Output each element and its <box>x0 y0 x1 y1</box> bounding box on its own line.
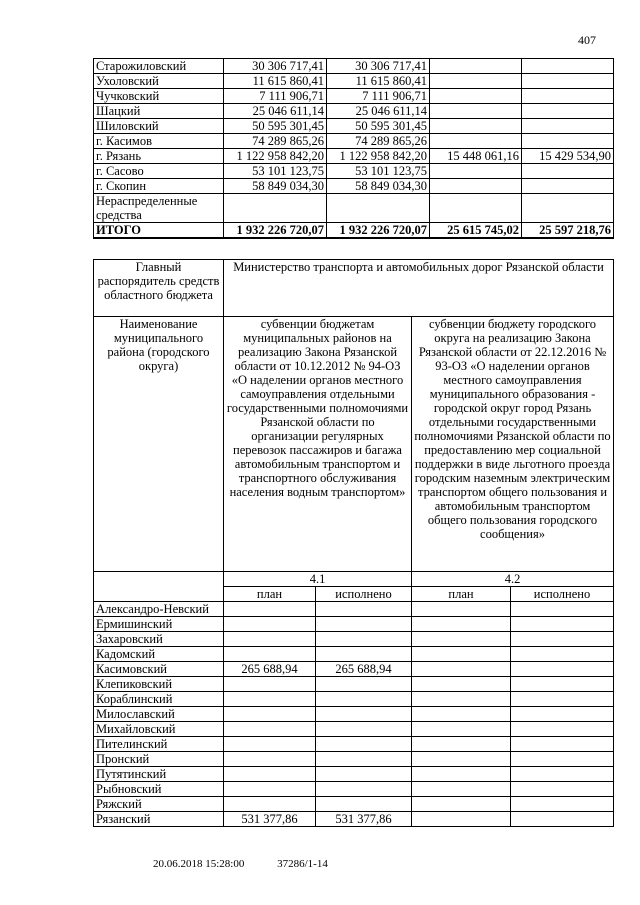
amount-cell <box>430 89 522 104</box>
amount-cell <box>224 752 316 767</box>
table-row <box>94 797 614 812</box>
amount-cell <box>316 782 412 797</box>
amount-cell <box>412 632 511 647</box>
amount-cell: 11 615 860,41 <box>224 74 327 89</box>
table-row <box>94 782 614 797</box>
district-name: Рязанский <box>94 812 224 827</box>
amount-cell: 30 306 717,41 <box>327 59 430 74</box>
amount-cell <box>430 194 522 223</box>
amount-cell <box>224 767 316 782</box>
amount-cell <box>412 797 511 812</box>
district-name: г. Касимов <box>94 134 224 149</box>
amount-cell <box>511 677 614 692</box>
amount-cell <box>511 647 614 662</box>
amount-cell: 531 377,86 <box>316 812 412 827</box>
amount-cell: 7 111 906,71 <box>224 89 327 104</box>
district-name: Михайловский <box>94 722 224 737</box>
table-row <box>94 59 614 74</box>
amount-cell <box>430 74 522 89</box>
district-name: Кадомский <box>94 647 224 662</box>
amount-cell <box>522 74 614 89</box>
amount-cell <box>522 89 614 104</box>
table-row <box>94 602 614 617</box>
table-row <box>94 722 614 737</box>
table-row <box>94 632 614 647</box>
amount-cell <box>511 797 614 812</box>
table-row <box>94 677 614 692</box>
amount-cell <box>316 752 412 767</box>
district-name: Ряжский <box>94 797 224 812</box>
amount-cell <box>316 632 412 647</box>
amount-cell <box>511 722 614 737</box>
amount-cell: 25 046 611,14 <box>327 104 430 119</box>
district-name: Путятинский <box>94 767 224 782</box>
amount-cell: 50 595 301,45 <box>327 119 430 134</box>
total-row <box>94 223 614 239</box>
amount-cell <box>522 179 614 194</box>
table-row <box>94 194 614 223</box>
total-amount: 25 597 218,76 <box>522 223 614 239</box>
amount-cell <box>511 782 614 797</box>
amount-cell: 74 289 865,26 <box>327 134 430 149</box>
plan-header-4-2: план <box>412 587 511 602</box>
table-row <box>94 164 614 179</box>
district-name: Рыбновский <box>94 782 224 797</box>
amount-cell <box>224 692 316 707</box>
table-row <box>94 707 614 722</box>
amount-cell <box>316 797 412 812</box>
amount-cell: 11 615 860,41 <box>327 74 430 89</box>
amount-cell: 74 289 865,26 <box>224 134 327 149</box>
col-4-1-description: субвенции бюджетам муниципальных районов на реализацию Закона Рязанской области от 10.12.2012 № 94-ОЗ «О наделении органов местного самоуправления отдельными государственными полномочиями Рязанской области по организации регулярных перевозок пассажиров и багажа автомобильным транспортом и транспортного обслуживания населения водным транспортом» <box>224 317 412 572</box>
page-footer <box>153 858 358 870</box>
district-name: Ермишинский <box>94 617 224 632</box>
total-amount: 1 932 226 720,07 <box>224 223 327 239</box>
amount-cell: 1 122 958 842,20 <box>224 149 327 164</box>
district-name: Милославский <box>94 707 224 722</box>
amount-cell <box>430 104 522 119</box>
district-name-header: Наименование муниципального района (городского округа) <box>94 317 224 572</box>
plan-header-4-1: план <box>224 587 316 602</box>
amount-cell <box>316 722 412 737</box>
total-label: ИТОГО <box>94 223 224 239</box>
amount-cell <box>511 767 614 782</box>
amount-cell: 531 377,86 <box>224 812 316 827</box>
total-amount: 1 932 226 720,07 <box>327 223 430 239</box>
amount-cell <box>412 602 511 617</box>
table-row <box>94 617 614 632</box>
amount-cell <box>430 119 522 134</box>
district-name: Кораблинский <box>94 692 224 707</box>
amount-cell <box>522 164 614 179</box>
amount-cell <box>511 662 614 677</box>
ministry-name: Министерство транспорта и автомобильных дорог Рязанской области <box>224 260 614 317</box>
district-name: Клепиковский <box>94 677 224 692</box>
amount-cell <box>412 647 511 662</box>
col-4-2-number: 4.2 <box>412 572 614 587</box>
amount-cell <box>412 707 511 722</box>
amount-cell <box>316 737 412 752</box>
amount-cell: 58 849 034,30 <box>327 179 430 194</box>
amount-cell <box>412 692 511 707</box>
table-row <box>94 812 614 827</box>
amount-cell <box>522 119 614 134</box>
amount-cell <box>224 602 316 617</box>
table-row <box>94 119 614 134</box>
district-name: Александро-Невский <box>94 602 224 617</box>
amount-cell: 265 688,94 <box>224 662 316 677</box>
amount-cell: 53 101 123,75 <box>327 164 430 179</box>
amount-cell <box>316 707 412 722</box>
amount-cell: 53 101 123,75 <box>224 164 327 179</box>
done-header-4-2: исполнено <box>511 587 614 602</box>
amount-cell <box>224 782 316 797</box>
amount-cell: 50 595 301,45 <box>224 119 327 134</box>
amount-cell <box>511 632 614 647</box>
page-number: 407 <box>578 33 596 47</box>
amount-cell <box>316 692 412 707</box>
amount-cell <box>224 632 316 647</box>
amount-cell <box>412 722 511 737</box>
amount-cell <box>511 692 614 707</box>
amount-cell: 7 111 906,71 <box>327 89 430 104</box>
amount-cell <box>316 602 412 617</box>
amount-cell: 15 429 534,90 <box>522 149 614 164</box>
table-row <box>94 737 614 752</box>
amount-cell <box>224 677 316 692</box>
amount-cell: 1 122 958 842,20 <box>327 149 430 164</box>
amount-cell <box>316 647 412 662</box>
amount-cell <box>224 722 316 737</box>
amount-cell <box>430 179 522 194</box>
district-name: Захаровский <box>94 632 224 647</box>
amount-cell <box>327 194 430 223</box>
amount-cell <box>430 59 522 74</box>
amount-cell <box>412 662 511 677</box>
district-name: Пителинский <box>94 737 224 752</box>
table-row <box>94 134 614 149</box>
amount-cell <box>224 194 327 223</box>
amount-cell <box>224 647 316 662</box>
blank-header-cell <box>94 572 224 602</box>
table-row <box>94 752 614 767</box>
col-4-1-number: 4.1 <box>224 572 412 587</box>
district-name: Шацкий <box>94 104 224 119</box>
amount-cell <box>412 677 511 692</box>
print-datetime: 20.06.2018 15:28:00 <box>153 858 245 870</box>
amount-cell <box>412 752 511 767</box>
amount-cell: 30 306 717,41 <box>224 59 327 74</box>
amount-cell: 15 448 061,16 <box>430 149 522 164</box>
amount-cell: 25 046 611,14 <box>224 104 327 119</box>
transport-subventions-table <box>93 259 614 827</box>
amount-cell <box>316 617 412 632</box>
amount-cell <box>412 782 511 797</box>
amount-cell <box>511 707 614 722</box>
table-row <box>94 767 614 782</box>
amount-cell <box>511 737 614 752</box>
amount-cell <box>412 767 511 782</box>
amount-cell <box>412 812 511 827</box>
amount-cell <box>511 812 614 827</box>
col-4-2-description: субвенции бюджету городского округа на реализацию Закона Рязанской области от 22.12.2016 № 93-ОЗ «О наделении органов местного самоуправления муниципального образования - городской округ город Рязань отдельными государственными полномочиями Рязанской области по предоставлению мер социальной поддержки в виде льготного проезда городским наземным электрическим транспортом общего пользования и автомобильным транспортом общего пользования городского сообщения» <box>412 317 614 572</box>
amount-cell <box>522 134 614 149</box>
district-name: Шиловский <box>94 119 224 134</box>
table-row <box>94 104 614 119</box>
table-row <box>94 89 614 104</box>
done-header-4-1: исполнено <box>316 587 412 602</box>
table-row <box>94 74 614 89</box>
table-row <box>94 149 614 164</box>
amount-cell <box>430 164 522 179</box>
district-name: Старожиловский <box>94 59 224 74</box>
amount-cell <box>316 677 412 692</box>
district-name: Чучковский <box>94 89 224 104</box>
district-name: г. Сасово <box>94 164 224 179</box>
amount-cell <box>412 617 511 632</box>
amount-cell <box>224 797 316 812</box>
amount-cell <box>224 737 316 752</box>
total-amount: 25 615 745,02 <box>430 223 522 239</box>
table-row <box>94 179 614 194</box>
district-name: Ухоловский <box>94 74 224 89</box>
budget-summary-table <box>93 58 614 239</box>
amount-cell <box>522 194 614 223</box>
amount-cell <box>522 59 614 74</box>
amount-cell <box>511 752 614 767</box>
table-row <box>94 692 614 707</box>
amount-cell: 265 688,94 <box>316 662 412 677</box>
amount-cell <box>511 617 614 632</box>
amount-cell <box>522 104 614 119</box>
document-id: 37286/1-14 <box>277 858 328 870</box>
district-name: Пронский <box>94 752 224 767</box>
district-name: Касимовский <box>94 662 224 677</box>
amount-cell <box>316 767 412 782</box>
amount-cell <box>224 617 316 632</box>
amount-cell: 58 849 034,30 <box>224 179 327 194</box>
district-name: г. Скопин <box>94 179 224 194</box>
chief-manager-header: Главный распорядитель средств областного бюджета <box>94 260 224 317</box>
table-row <box>94 662 614 677</box>
amount-cell <box>224 707 316 722</box>
amount-cell <box>412 737 511 752</box>
amount-cell <box>511 602 614 617</box>
amount-cell <box>430 134 522 149</box>
district-name: г. Рязань <box>94 149 224 164</box>
table-row <box>94 647 614 662</box>
district-name: Нераспределенные средства <box>94 194 224 223</box>
